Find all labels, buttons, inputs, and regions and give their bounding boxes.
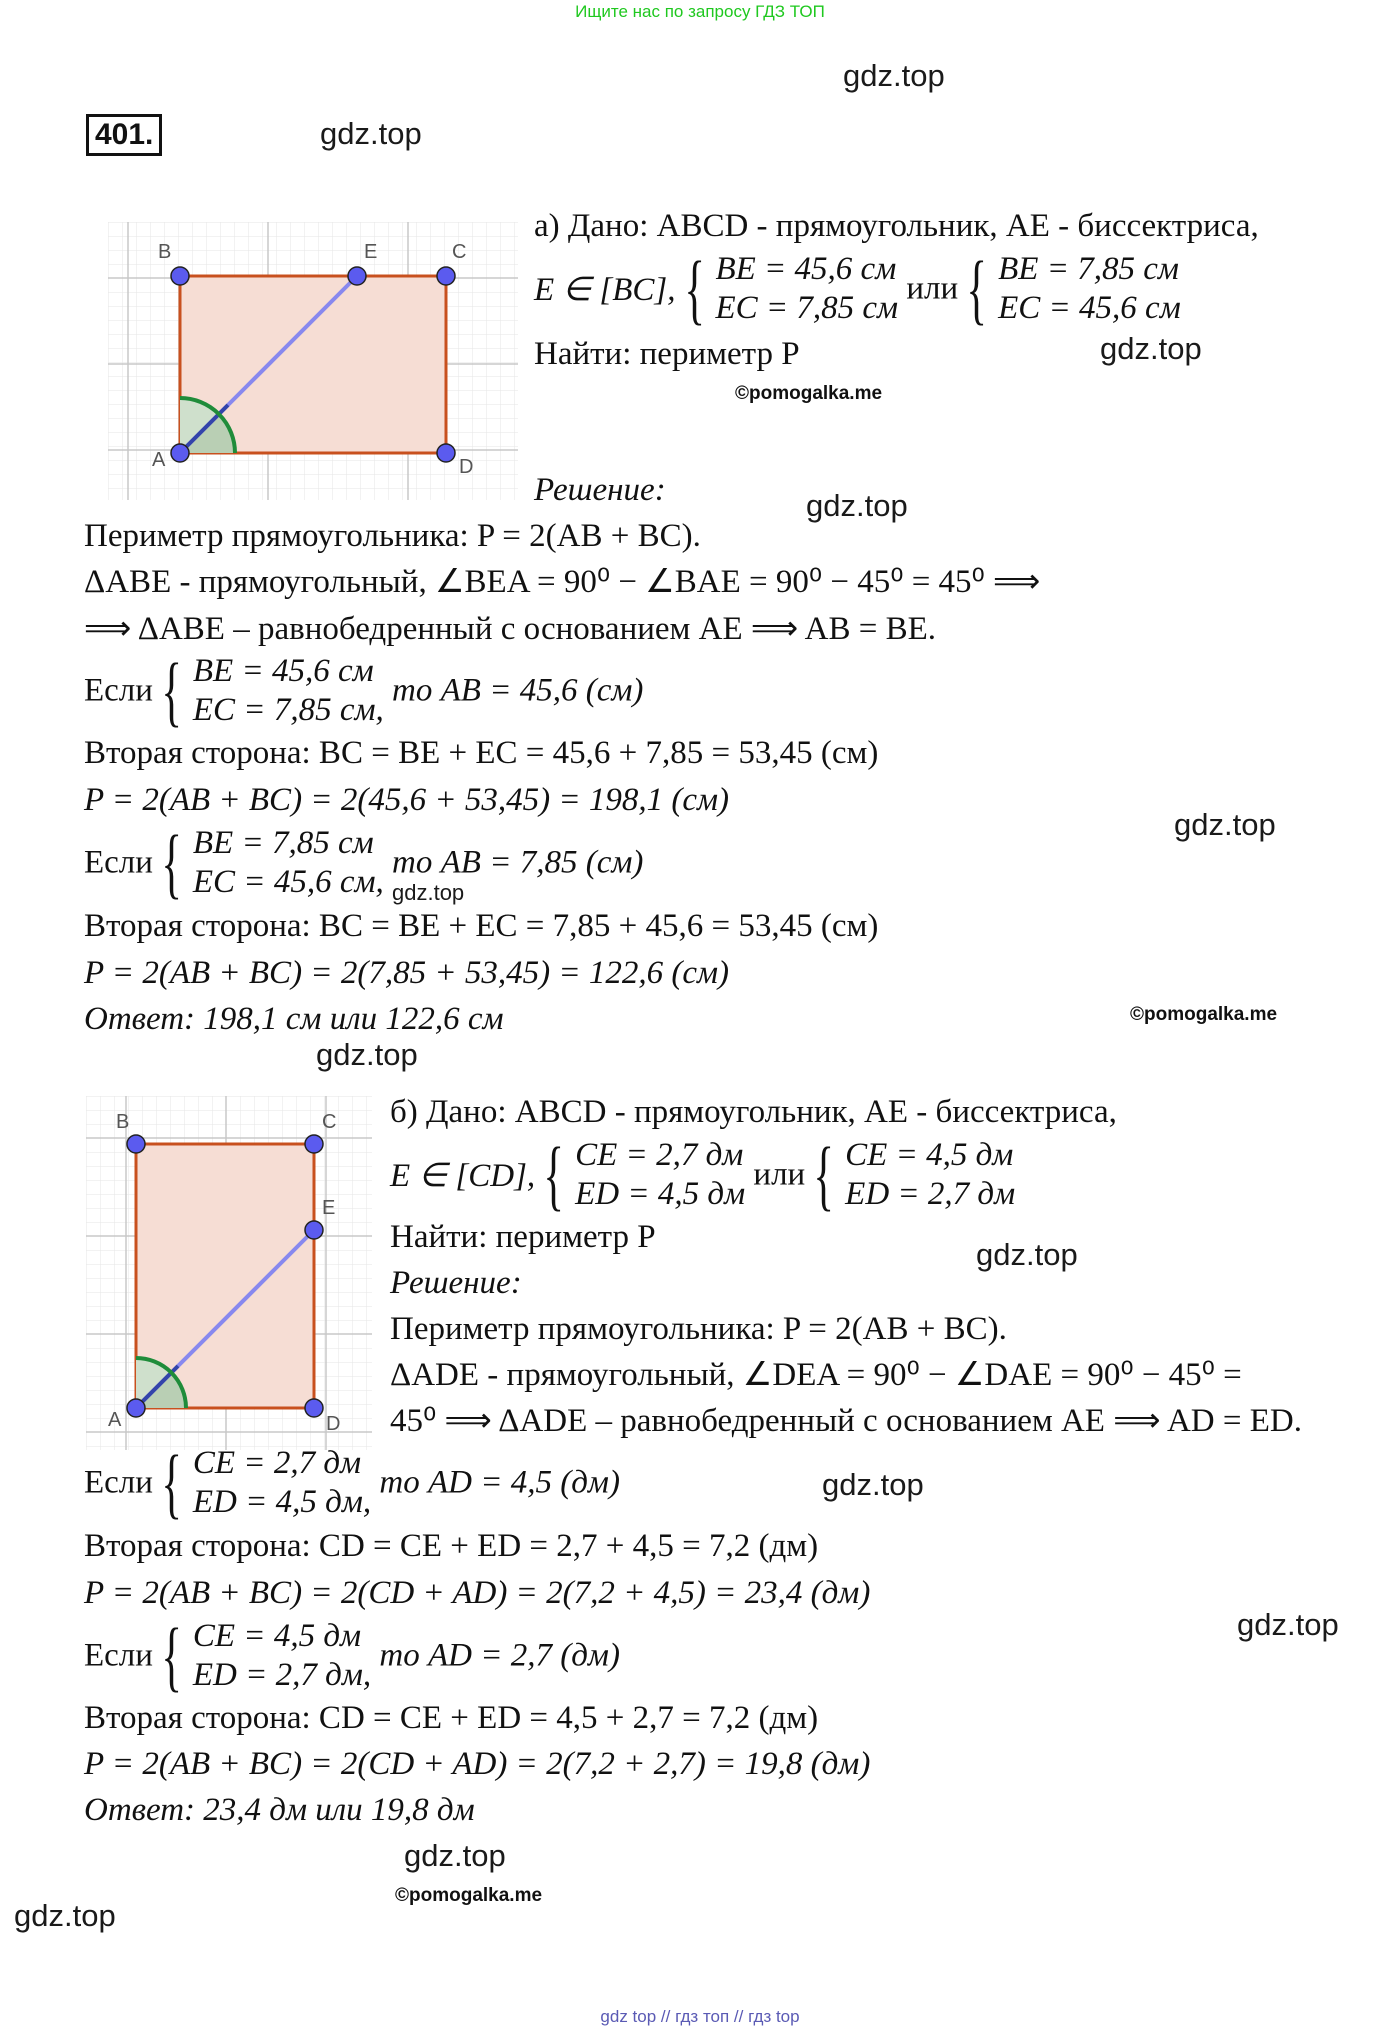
part-a-case1: Если { BE = 45,6 см EC = 7,85 см, то AB = 45,6 (см) bbox=[84, 647, 644, 734]
label-d: D bbox=[459, 456, 474, 478]
part-a-solution-label: Решение: bbox=[534, 472, 666, 508]
part-a-given: а) Дано: ABCD - прямоугольник, AE - биссектриса, bbox=[534, 208, 1259, 244]
part-b-case1: Если { CE = 2,7 дм ED = 4,5 дм, то AD = 4,5 (дм) bbox=[84, 1439, 620, 1526]
part-a-second-side-2: Вторая сторона: BC = BE + EC = 7,85 + 45,6 = 53,45 (см) bbox=[84, 908, 879, 944]
part-b-perimeter-1: P = 2(AB + BC) = 2(CD + AD) = 2(7,2 + 4,5) = 23,4 (дм) bbox=[84, 1575, 871, 1611]
part-b-perimeter-formula: Периметр прямоугольника: P = 2(AB + BC). bbox=[390, 1311, 1007, 1347]
point-b bbox=[171, 267, 189, 285]
part-a-perimeter-2: P = 2(AB + BC) = 2(7,85 + 53,45) = 122,6 (см) bbox=[84, 955, 730, 991]
label-e: E bbox=[322, 1197, 336, 1219]
label-b: B bbox=[158, 241, 172, 263]
point-e bbox=[305, 1221, 323, 1239]
figure-b-rectangle bbox=[86, 1096, 372, 1450]
point-c bbox=[437, 267, 455, 285]
part-b-given-cases: E ∈ [CD], { CE = 2,7 дм ED = 4,5 дм или { CE = 4,5 дм ED = 2,7 дм bbox=[390, 1131, 1016, 1218]
label-c: C bbox=[322, 1111, 337, 1133]
part-b-solution-label: Решение: bbox=[390, 1265, 522, 1301]
part-a-perimeter-1: P = 2(AB + BC) = 2(45,6 + 53,45) = 198,1 (см) bbox=[84, 782, 730, 818]
watermark: gdz.top bbox=[1100, 331, 1202, 366]
label-a: A bbox=[152, 449, 166, 471]
label-b: B bbox=[116, 1111, 130, 1133]
point-a bbox=[127, 1399, 145, 1417]
part-a-case2: Если { BE = 7,85 см EC = 45,6 см, то AB = 7,85 (см) bbox=[84, 819, 644, 906]
part-b-triangle-line: ΔADE - прямоугольный, ∠DEA = 90⁰ − ∠DAE = 90⁰ − 45⁰ = bbox=[390, 1357, 1242, 1393]
part-a-isosceles-line: ⟹ ΔABE – равнобедренный с основанием AE ⟹ AB = BE. bbox=[84, 611, 937, 647]
part-a-answer: Ответ: 198,1 см или 122,6 см bbox=[84, 1001, 504, 1037]
copyright-mark: ©pomogalka.me bbox=[395, 1885, 543, 1906]
watermark: gdz.top bbox=[806, 488, 908, 523]
label-e: E bbox=[364, 241, 378, 263]
part-b-find: Найти: периметр P bbox=[390, 1219, 656, 1255]
watermark: gdz.top bbox=[1174, 807, 1276, 842]
point-d bbox=[437, 444, 455, 462]
point-c bbox=[305, 1135, 323, 1153]
search-hint-link[interactable]: Ищите нас по запросу ГДЗ ТОП bbox=[575, 2, 825, 21]
point-e bbox=[348, 267, 366, 285]
point-b bbox=[127, 1135, 145, 1153]
figure-a-rectangle bbox=[108, 222, 518, 500]
part-b-second-side-2: Вторая сторона: CD = CE + ED = 4,5 + 2,7 = 7,2 (дм) bbox=[84, 1700, 819, 1736]
footer-links[interactable]: gdz top // гдз топ // гдз top bbox=[600, 2007, 800, 2026]
watermark: gdz.top bbox=[320, 116, 422, 151]
watermark: gdz.top bbox=[404, 1838, 506, 1873]
part-a-find: Найти: периметр P bbox=[534, 336, 800, 372]
part-b-isosceles-line: 45⁰ ⟹ ΔADE – равнобедренный с основанием AE ⟹ AD = ED. bbox=[390, 1403, 1302, 1439]
part-a-perimeter-formula: Периметр прямоугольника: P = 2(AB + BC). bbox=[84, 518, 701, 554]
label-a: A bbox=[108, 1409, 122, 1431]
watermark: gdz.top bbox=[392, 880, 465, 905]
part-b-answer: Ответ: 23,4 дм или 19,8 дм bbox=[84, 1792, 475, 1828]
watermark: gdz.top bbox=[843, 58, 945, 93]
watermark: gdz.top bbox=[316, 1037, 418, 1072]
part-b-given-prefix: E ∈ [CD], bbox=[390, 1158, 536, 1194]
part-a-second-side-1: Вторая сторона: BC = BE + EC = 45,6 + 7,85 = 53,45 (см) bbox=[84, 735, 879, 771]
part-a-given-prefix: E ∈ [BC], bbox=[534, 272, 676, 308]
part-b-given: б) Дано: ABCD - прямоугольник, AE - биссектриса, bbox=[390, 1094, 1117, 1130]
watermark: gdz.top bbox=[822, 1467, 924, 1502]
watermark: gdz.top bbox=[1237, 1607, 1339, 1642]
watermark: gdz.top bbox=[14, 1898, 116, 1933]
point-d bbox=[305, 1399, 323, 1417]
part-b-perimeter-2: P = 2(AB + BC) = 2(CD + AD) = 2(7,2 + 2,7) = 19,8 (дм) bbox=[84, 1746, 871, 1782]
part-b-case2: Если { CE = 4,5 дм ED = 2,7 дм, то AD = 2,7 (дм) bbox=[84, 1612, 620, 1699]
copyright-mark: ©pomogalka.me bbox=[735, 383, 883, 404]
part-a-given-cases: E ∈ [BC], { BE = 45,6 см EC = 7,85 см или { BE = 7,85 см EC = 45,6 см bbox=[534, 245, 1181, 332]
part-b-second-side-1: Вторая сторона: CD = CE + ED = 2,7 + 4,5 = 7,2 (дм) bbox=[84, 1528, 819, 1564]
point-a bbox=[171, 444, 189, 462]
copyright-mark: ©pomogalka.me bbox=[1130, 1004, 1278, 1025]
label-d: D bbox=[326, 1413, 341, 1435]
problem-number: 401. bbox=[86, 114, 162, 156]
label-c: C bbox=[452, 241, 467, 263]
part-a-triangle-line: ΔABE - прямоугольный, ∠BEA = 90⁰ − ∠BAE = 90⁰ − 45⁰ = 45⁰ ⟹ bbox=[84, 564, 1041, 600]
watermark: gdz.top bbox=[976, 1237, 1078, 1272]
